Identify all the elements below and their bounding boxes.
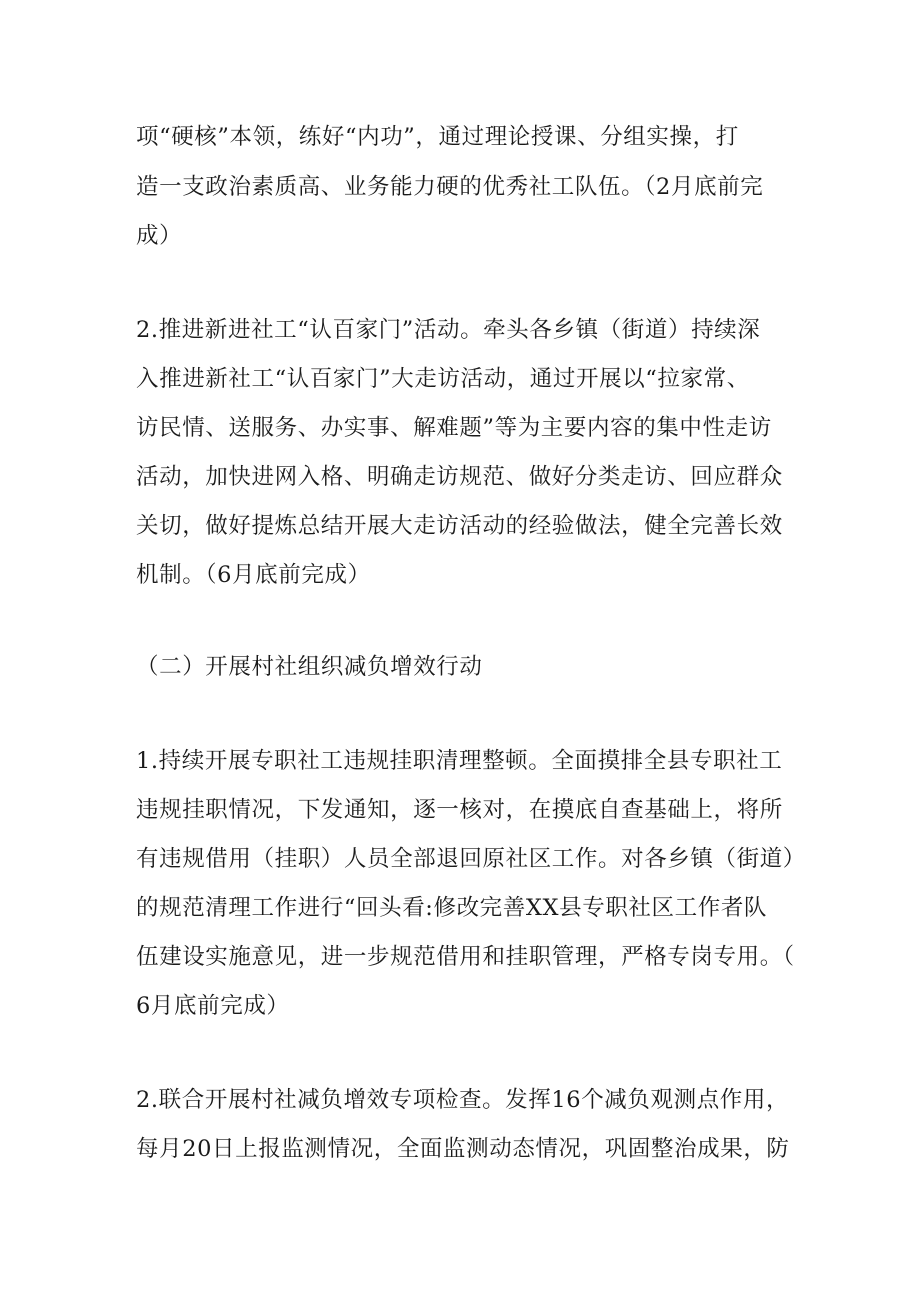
text-line: 造一支政治素质高、业务能力硬的优秀社工队伍。（2月底前完 xyxy=(136,174,764,200)
section-heading: （二）开展村社组织减负增效行动 xyxy=(136,654,483,680)
text-line: 机制。（6月底前完成） xyxy=(136,562,371,588)
text-line: 每月20日上报监测情况，全面监测动态情况，巩固整治成果，防 xyxy=(136,1136,790,1162)
text-line: 有违规借用（挂职）人员全部退回原社区工作。对各乡镇（街道） xyxy=(136,846,806,872)
text-line: 6月底前完成） xyxy=(136,993,290,1019)
text-line: 关切，做好提炼总结开展大走访活动的经验做法，健全完善长效 xyxy=(136,513,783,539)
text-line: 2.联合开展村社减负增效专项检查。发挥16个减负观测点作用， xyxy=(136,1087,790,1113)
text-line: 活动，加快进网入格、明确走访规范、做好分类走访、回应群众 xyxy=(136,464,783,490)
text-line: 2.推进新进社工“认百家门”活动。牵头各乡镇（街道）持续深 xyxy=(136,317,761,343)
text-line: 的规范清理工作进行“回头看:修改完善XX县专职社区工作者队 xyxy=(136,895,768,921)
text-line: 成） xyxy=(136,223,183,249)
text-line: 项“硬核”本领，练好“内功”，通过理论授课、分组实操，打 xyxy=(136,124,739,150)
text-line: 访民情、送服务、办实事、解难题”等为主要内容的集中性走访 xyxy=(136,415,772,441)
text-line: 伍建设实施意见，进一步规范借用和挂职管理，严格专岗专用。（ xyxy=(136,944,795,970)
text-line: 1.持续开展专职社工违规挂职清理整顿。全面摸排全县专职社工 xyxy=(136,748,783,774)
text-line: 入推进新社工“认百家门”大走访活动，通过开展以“拉家常、 xyxy=(136,366,750,392)
text-line: 违规挂职情况，下发通知，逐一核对，在摸底自查基础上，将所 xyxy=(136,797,783,823)
